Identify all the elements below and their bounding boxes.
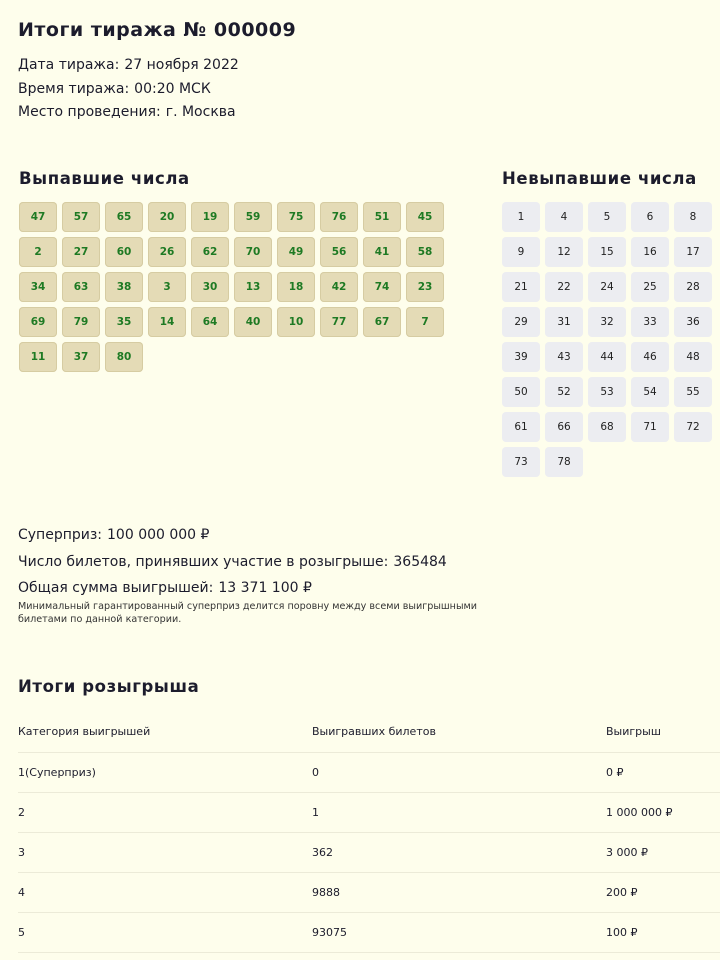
category-cell: 5 bbox=[18, 926, 25, 939]
undrawn-number-ball: 66 bbox=[545, 412, 583, 442]
table-header-row bbox=[18, 710, 720, 753]
drawn-number-ball: 23 bbox=[406, 272, 444, 302]
undrawn-number-ball: 24 bbox=[588, 272, 626, 302]
undrawn-number-ball: 16 bbox=[631, 237, 669, 267]
column-header-prize: Выигрыш bbox=[606, 724, 661, 738]
drawn-number-ball: 56 bbox=[320, 237, 358, 267]
undrawn-number-ball: 55 bbox=[674, 377, 712, 407]
draw-summary bbox=[18, 522, 447, 602]
undrawn-number-ball: 32 bbox=[588, 307, 626, 337]
drawn-number-ball: 63 bbox=[62, 272, 100, 302]
superprize-row bbox=[18, 522, 447, 549]
drawn-number-ball: 40 bbox=[234, 307, 272, 337]
drawn-number-ball: 41 bbox=[363, 237, 401, 267]
undrawn-number-ball: 6 bbox=[631, 202, 669, 232]
superprize-label: Суперприз: bbox=[18, 527, 103, 543]
drawn-number-ball: 37 bbox=[62, 342, 100, 372]
undrawn-number-ball: 53 bbox=[588, 377, 626, 407]
category-cell: 4 bbox=[18, 886, 25, 899]
superprize-value: 100 000 000 ₽ bbox=[107, 527, 210, 543]
tickets-count-label: Число билетов, принявших участие в розыгрыше: bbox=[18, 553, 389, 570]
draw-date-value: 27 ноября 2022 bbox=[124, 57, 239, 73]
drawn-number-ball: 51 bbox=[363, 202, 401, 232]
undrawn-number-ball: 33 bbox=[631, 307, 669, 337]
drawn-number-ball: 34 bbox=[19, 272, 57, 302]
undrawn-number-ball: 44 bbox=[588, 342, 626, 372]
drawn-number-ball: 75 bbox=[277, 202, 315, 232]
drawn-number-ball: 14 bbox=[148, 307, 186, 337]
undrawn-numbers-grid bbox=[502, 202, 712, 477]
undrawn-number-ball: 71 bbox=[631, 412, 669, 442]
drawn-number-ball: 35 bbox=[105, 307, 143, 337]
undrawn-number-ball: 52 bbox=[545, 377, 583, 407]
drawn-number-ball: 19 bbox=[191, 202, 229, 232]
drawn-number-ball: 2 bbox=[19, 237, 57, 267]
undrawn-number-ball: 17 bbox=[674, 237, 712, 267]
drawn-number-ball: 47 bbox=[19, 202, 57, 232]
drawn-number-ball: 58 bbox=[406, 237, 444, 267]
winners-cell: 9888 bbox=[312, 886, 340, 899]
draw-time-value: 00:20 МСК bbox=[134, 80, 211, 97]
undrawn-number-ball: 68 bbox=[588, 412, 626, 442]
prize-cell: 0 ₽ bbox=[606, 766, 624, 779]
undrawn-number-ball: 8 bbox=[674, 202, 712, 232]
draw-date-row bbox=[18, 54, 239, 78]
undrawn-number-ball: 4 bbox=[545, 202, 583, 232]
drawn-number-ball: 57 bbox=[62, 202, 100, 232]
superprize-note: Минимальный гарантированный суперприз делится поровну между всеми выигрышными билетами по данной категории. bbox=[18, 601, 478, 625]
drawn-number-ball: 20 bbox=[148, 202, 186, 232]
drawn-number-ball: 59 bbox=[234, 202, 272, 232]
undrawn-number-ball: 72 bbox=[674, 412, 712, 442]
drawn-number-ball: 69 bbox=[19, 307, 57, 337]
winners-cell: 362 bbox=[312, 846, 333, 859]
drawn-number-ball: 80 bbox=[105, 342, 143, 372]
undrawn-number-ball: 78 bbox=[545, 447, 583, 477]
prize-cell: 1 000 000 ₽ bbox=[606, 806, 673, 819]
table-row bbox=[18, 913, 720, 953]
prize-cell: 100 ₽ bbox=[606, 926, 638, 939]
drawn-number-ball: 77 bbox=[320, 307, 358, 337]
results-heading: Итоги розыгрыша bbox=[18, 677, 200, 696]
table-row bbox=[18, 873, 720, 913]
drawn-number-ball: 45 bbox=[406, 202, 444, 232]
draw-date-label: Дата тиража: bbox=[18, 57, 120, 73]
draw-place-label: Место проведения: bbox=[18, 104, 161, 120]
drawn-number-ball: 67 bbox=[363, 307, 401, 337]
drawn-number-ball: 38 bbox=[105, 272, 143, 302]
drawn-number-ball: 65 bbox=[105, 202, 143, 232]
undrawn-number-ball: 61 bbox=[502, 412, 540, 442]
column-header-winners: Выигравших билетов bbox=[312, 724, 436, 738]
drawn-number-ball: 27 bbox=[62, 237, 100, 267]
total-winnings-label: Общая сумма выигрышей: bbox=[18, 580, 214, 596]
tickets-count-value: 365484 bbox=[393, 553, 447, 570]
undrawn-number-ball: 50 bbox=[502, 377, 540, 407]
drawn-numbers-grid bbox=[19, 202, 444, 372]
undrawn-number-ball: 22 bbox=[545, 272, 583, 302]
prize-cell: 3 000 ₽ bbox=[606, 846, 648, 859]
category-cell: 3 bbox=[18, 846, 25, 859]
drawn-number-ball: 18 bbox=[277, 272, 315, 302]
draw-info bbox=[18, 54, 239, 125]
undrawn-number-ball: 21 bbox=[502, 272, 540, 302]
drawn-number-ball: 11 bbox=[19, 342, 57, 372]
undrawn-number-ball: 31 bbox=[545, 307, 583, 337]
undrawn-number-ball: 25 bbox=[631, 272, 669, 302]
total-winnings-row bbox=[18, 575, 447, 602]
drawn-number-ball: 13 bbox=[234, 272, 272, 302]
draw-time-row bbox=[18, 78, 239, 102]
undrawn-number-ball: 15 bbox=[588, 237, 626, 267]
drawn-number-ball: 10 bbox=[277, 307, 315, 337]
drawn-number-ball: 70 bbox=[234, 237, 272, 267]
undrawn-number-ball: 5 bbox=[588, 202, 626, 232]
draw-time-label: Время тиража: bbox=[18, 80, 130, 97]
drawn-number-ball: 26 bbox=[148, 237, 186, 267]
drawn-number-ball: 62 bbox=[191, 237, 229, 267]
table-row bbox=[18, 833, 720, 873]
drawn-number-ball: 79 bbox=[62, 307, 100, 337]
table-row bbox=[18, 753, 720, 793]
winners-cell: 1 bbox=[312, 806, 319, 819]
prize-cell: 200 ₽ bbox=[606, 886, 638, 899]
undrawn-number-ball: 73 bbox=[502, 447, 540, 477]
undrawn-number-ball: 12 bbox=[545, 237, 583, 267]
undrawn-number-ball: 9 bbox=[502, 237, 540, 267]
category-cell: 1(Суперприз) bbox=[18, 766, 96, 779]
tickets-count-row bbox=[18, 549, 447, 576]
undrawn-number-ball: 28 bbox=[674, 272, 712, 302]
drawn-number-ball: 30 bbox=[191, 272, 229, 302]
drawn-number-ball: 76 bbox=[320, 202, 358, 232]
results-table bbox=[18, 710, 720, 953]
winners-cell: 0 bbox=[312, 766, 319, 779]
draw-place-row bbox=[18, 101, 239, 125]
undrawn-number-ball: 48 bbox=[674, 342, 712, 372]
category-cell: 2 bbox=[18, 806, 25, 819]
total-winnings-value: 13 371 100 ₽ bbox=[218, 580, 312, 596]
table-row bbox=[18, 793, 720, 833]
draw-place-value: г. Москва bbox=[165, 104, 236, 120]
winners-cell: 93075 bbox=[312, 926, 347, 939]
undrawn-number-ball: 1 bbox=[502, 202, 540, 232]
undrawn-number-ball: 36 bbox=[674, 307, 712, 337]
drawn-number-ball: 3 bbox=[148, 272, 186, 302]
drawn-number-ball: 64 bbox=[191, 307, 229, 337]
drawn-number-ball: 74 bbox=[363, 272, 401, 302]
column-header-category: Категория выигрышей bbox=[18, 724, 151, 738]
undrawn-number-ball: 43 bbox=[545, 342, 583, 372]
undrawn-number-ball: 29 bbox=[502, 307, 540, 337]
drawn-number-ball: 60 bbox=[105, 237, 143, 267]
drawn-numbers-heading: Выпавшие числа bbox=[19, 169, 190, 188]
page-title: Итоги тиража № 000009 bbox=[18, 19, 297, 41]
undrawn-number-ball: 39 bbox=[502, 342, 540, 372]
undrawn-number-ball: 54 bbox=[631, 377, 669, 407]
drawn-number-ball: 49 bbox=[277, 237, 315, 267]
drawn-number-ball: 42 bbox=[320, 272, 358, 302]
undrawn-number-ball: 46 bbox=[631, 342, 669, 372]
drawn-number-ball: 7 bbox=[406, 307, 444, 337]
undrawn-numbers-heading: Невыпавшие числа bbox=[502, 169, 697, 188]
